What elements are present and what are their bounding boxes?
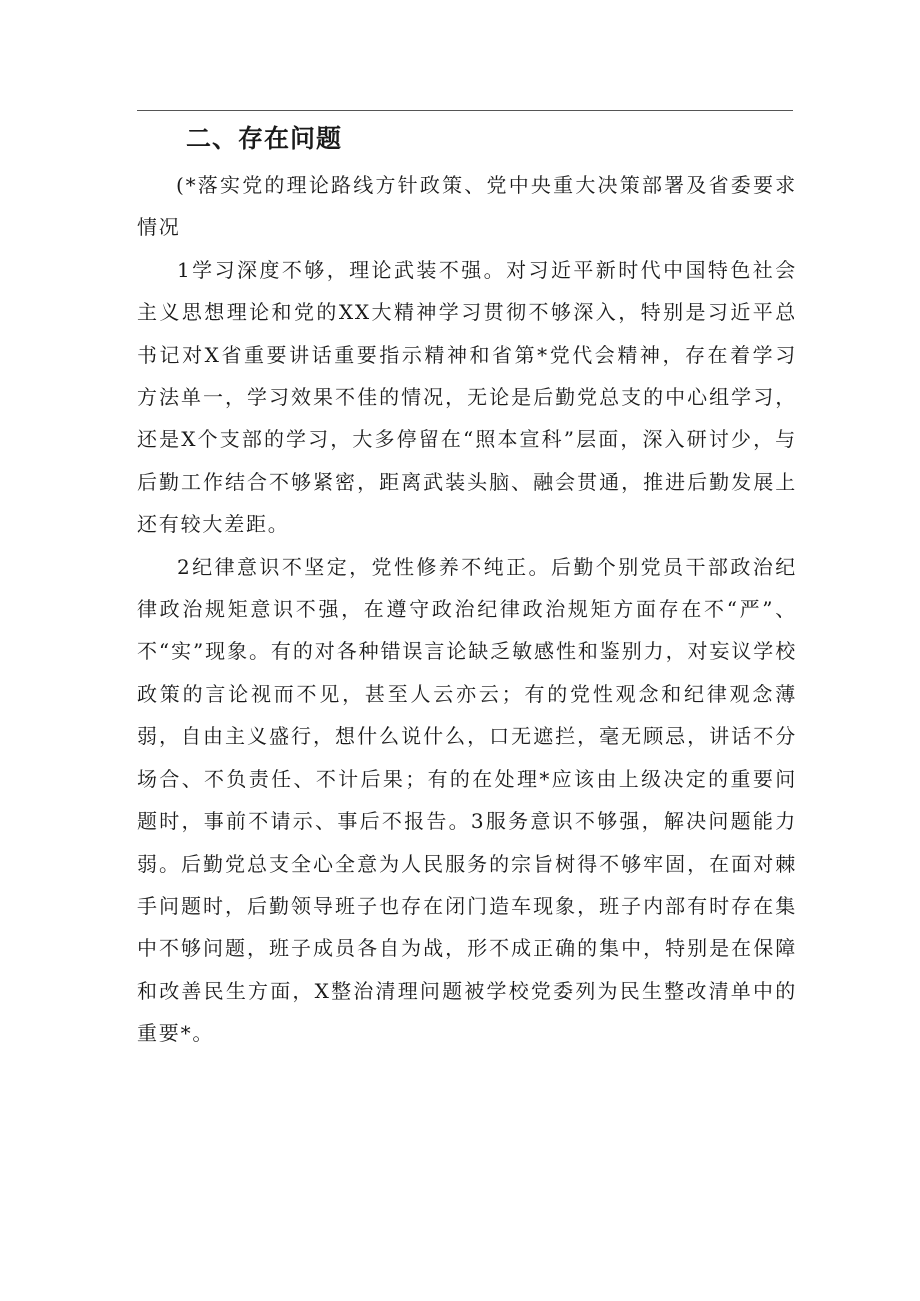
- section-heading: 二、存在问题: [186, 124, 343, 153]
- paragraph-1: 1学习深度不够，理论武装不强。对习近平新时代中国特色社会主义思想理论和党的XX大精神学习贯彻不够深入，特别是习近平总书记对X省重要讲话重要指示精神和省第*党代会精神，存在着学习方法单一，学习效果不佳的情况，无论是后勤党总支的中心组学习，还是X个支部的学习，大多停留在“照本宣科”层面，深入研讨少，与后勤工作结合不够紧密，距离武装头脑、融会贯通，推进后勤发展上还有较大差距。: [137, 257, 797, 537]
- paragraph-subheading: (*落实党的理论路线方针政策、党中央重大决策部署及省委要求情况: [137, 173, 797, 240]
- paragraph-2: 2纪律意识不坚定，党性修养不纯正。后勤个别党员干部政治纪律政治规矩意识不强，在遵守政治纪律政治规矩方面存在不“严”、不“实”现象。有的对各种错误言论缺乏敏感性和鉴别力，对妄议学校政策的言论视而不见，甚至人云亦云；有的党性观念和纪律观念薄弱，自由主义盛行，想什么说什么，口无遮拦，毫无顾忌，讲话不分场合、不负责任、不计后果；有的在处理*应该由上级决定的重要问题时，事前不请示、事后不报告。3服务意识不够强，解决问题能力弱。后勤党总支全心全意为人民服务的宗旨树得不够牢固，在面对棘手问题时，后勤领导班子也存在闭门造车现象，班子内部有时存在集中不够问题，班子成员各自为战，形不成正确的集中，特别是在保障和改善民生方面，X整治清理问题被学校党委列为民生整改清单中的重要*。: [137, 554, 797, 1046]
- document-body: [137, 164, 797, 1055]
- header-rule: [137, 110, 793, 111]
